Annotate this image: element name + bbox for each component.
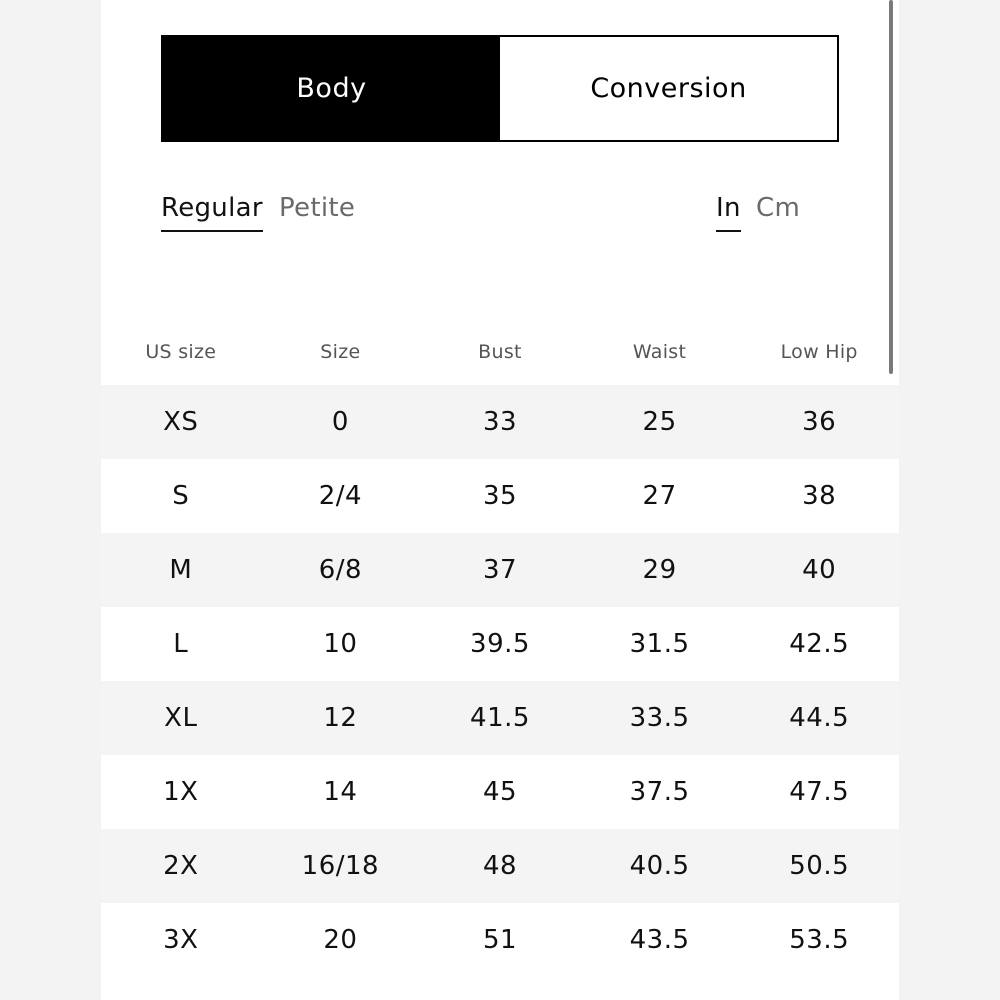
table-body (101, 385, 899, 977)
low-hip-cell: 36 (739, 385, 899, 459)
size-cell: 12 (261, 681, 421, 755)
bust-cell: 41.5 (420, 681, 580, 755)
table-row (101, 681, 899, 755)
us-size-cell: 1X (101, 755, 261, 829)
us-size-cell: S (101, 459, 261, 533)
bust-cell: 37 (420, 533, 580, 607)
unit-tab-cm[interactable]: Cm (756, 193, 801, 223)
header-bust: Bust (478, 340, 522, 363)
table-row (101, 903, 899, 977)
header-size: Size (320, 340, 361, 363)
chart-type-toggle (161, 35, 839, 142)
waist-cell: 37.5 (580, 755, 740, 829)
low-hip-cell: 38 (739, 459, 899, 533)
fit-tab-regular[interactable]: Regular (161, 190, 263, 226)
table-row (101, 607, 899, 681)
waist-cell: 29 (580, 533, 740, 607)
low-hip-cell: 42.5 (739, 607, 899, 681)
table-header-row (101, 318, 899, 385)
header-low-hip: Low Hip (780, 340, 858, 363)
us-size-cell: L (101, 607, 261, 681)
waist-cell: 43.5 (580, 903, 740, 977)
header-us-size: US size (145, 340, 217, 363)
waist-cell: 40.5 (580, 829, 740, 903)
size-cell: 16/18 (261, 829, 421, 903)
low-hip-cell: 50.5 (739, 829, 899, 903)
waist-cell: 33.5 (580, 681, 740, 755)
table-row (101, 459, 899, 533)
waist-cell: 31.5 (580, 607, 740, 681)
unit-tab-in[interactable]: In (716, 190, 741, 226)
bust-cell: 33 (420, 385, 580, 459)
table-row (101, 755, 899, 829)
low-hip-cell: 40 (739, 533, 899, 607)
fit-tab-petite[interactable]: Petite (279, 193, 356, 223)
size-cell: 0 (261, 385, 421, 459)
us-size-cell: 3X (101, 903, 261, 977)
us-size-cell: M (101, 533, 261, 607)
low-hip-cell: 47.5 (739, 755, 899, 829)
table-row (101, 385, 899, 459)
size-cell: 20 (261, 903, 421, 977)
us-size-cell: XS (101, 385, 261, 459)
scrollbar[interactable] (889, 0, 893, 374)
table-row (101, 533, 899, 607)
us-size-cell: XL (101, 681, 261, 755)
low-hip-cell: 44.5 (739, 681, 899, 755)
size-cell: 10 (261, 607, 421, 681)
conversion-tab-button[interactable]: Conversion (500, 37, 837, 140)
waist-cell: 27 (580, 459, 740, 533)
body-tab-button[interactable]: Body (163, 37, 500, 140)
waist-cell: 25 (580, 385, 740, 459)
table-row (101, 829, 899, 903)
low-hip-cell: 53.5 (739, 903, 899, 977)
bust-cell: 48 (420, 829, 580, 903)
bust-cell: 39.5 (420, 607, 580, 681)
size-cell: 2/4 (261, 459, 421, 533)
bust-cell: 51 (420, 903, 580, 977)
size-cell: 14 (261, 755, 421, 829)
us-size-cell: 2X (101, 829, 261, 903)
size-guide-panel (101, 0, 899, 1000)
bust-cell: 35 (420, 459, 580, 533)
size-cell: 6/8 (261, 533, 421, 607)
bust-cell: 45 (420, 755, 580, 829)
size-chart-table (101, 318, 899, 977)
header-waist: Waist (632, 340, 687, 363)
